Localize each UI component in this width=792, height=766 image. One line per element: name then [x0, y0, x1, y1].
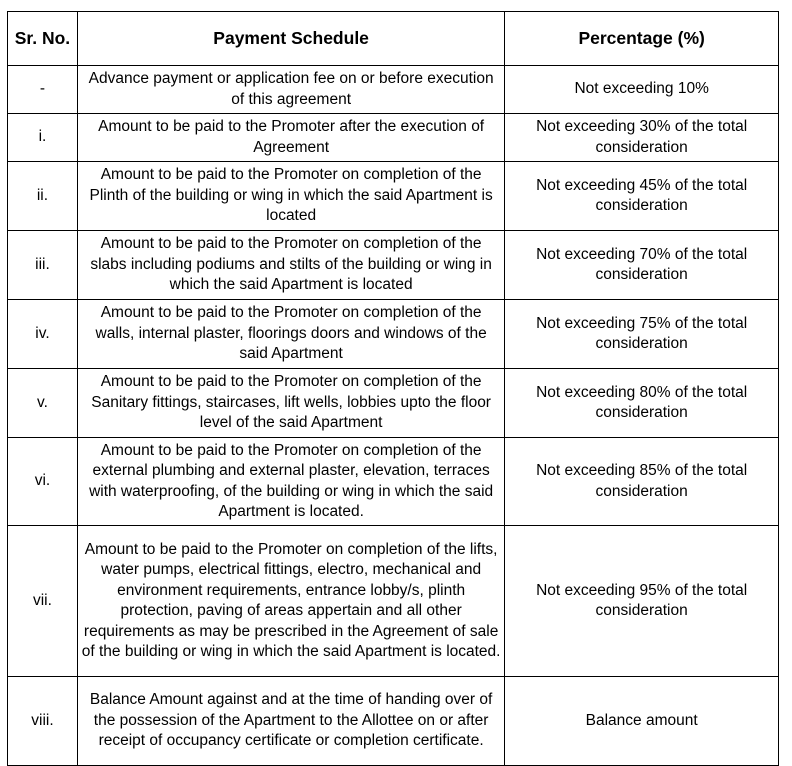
payment-schedule-table: [7, 11, 779, 766]
header-sr-no: Sr. No.: [8, 12, 78, 66]
cell-sr-no: v.: [8, 369, 78, 438]
cell-percentage: Not exceeding 95% of the total consideration: [505, 526, 779, 677]
cell-sr-no: iii.: [8, 231, 78, 300]
table-row: [8, 66, 779, 114]
table-row: [8, 114, 779, 162]
header-payment-schedule: Payment Schedule: [77, 12, 504, 66]
table-row: [8, 526, 779, 677]
cell-schedule: Balance Amount against and at the time of handing over of the possession of the Apartment to the Allottee on or after receipt of occupancy certificate or completion certificate.: [77, 677, 504, 766]
table-row: [8, 231, 779, 300]
cell-schedule: Amount to be paid to the Promoter on completion of the external plumbing and external plaster, elevation, terraces with waterproofing, of the building or wing in which the said Apartment is located.: [77, 438, 504, 526]
table-row: [8, 438, 779, 526]
cell-sr-no: -: [8, 66, 78, 114]
cell-schedule: Amount to be paid to the Promoter on completion of the Sanitary fittings, staircases, lift wells, lobbies upto the floor level of the said Apartment: [77, 369, 504, 438]
cell-schedule: Amount to be paid to the Promoter after the execution of Agreement: [77, 114, 504, 162]
cell-percentage: Not exceeding 75% of the total consideration: [505, 300, 779, 369]
header-percentage: Percentage (%): [505, 12, 779, 66]
cell-sr-no: vi.: [8, 438, 78, 526]
cell-sr-no: ii.: [8, 162, 78, 231]
cell-percentage: Not exceeding 45% of the total consideration: [505, 162, 779, 231]
cell-schedule: Amount to be paid to the Promoter on completion of the Plinth of the building or wing in which the said Apartment is located: [77, 162, 504, 231]
cell-sr-no: iv.: [8, 300, 78, 369]
cell-percentage: Not exceeding 85% of the total consideration: [505, 438, 779, 526]
cell-percentage: Balance amount: [505, 677, 779, 766]
cell-schedule: Advance payment or application fee on or before execution of this agreement: [77, 66, 504, 114]
cell-percentage: Not exceeding 70% of the total consideration: [505, 231, 779, 300]
cell-schedule: Amount to be paid to the Promoter on completion of the lifts, water pumps, electrical fittings, electro, mechanical and environment requirements, entrance lobby/s, plinth protection, paving of areas appertain and all other requirements as may be prescribed in the Agreement of sale of the building or wing in which the said Apartment is located.: [77, 526, 504, 677]
cell-percentage: Not exceeding 80% of the total consideration: [505, 369, 779, 438]
cell-sr-no: i.: [8, 114, 78, 162]
table-row: [8, 369, 779, 438]
cell-percentage: Not exceeding 30% of the total consideration: [505, 114, 779, 162]
table-row: [8, 300, 779, 369]
cell-sr-no: vii.: [8, 526, 78, 677]
cell-schedule: Amount to be paid to the Promoter on completion of the walls, internal plaster, floorings doors and windows of the said Apartment: [77, 300, 504, 369]
cell-percentage: Not exceeding 10%: [505, 66, 779, 114]
header-row: [8, 12, 779, 66]
table-row: [8, 677, 779, 766]
cell-sr-no: viii.: [8, 677, 78, 766]
table-row: [8, 162, 779, 231]
cell-schedule: Amount to be paid to the Promoter on completion of the slabs including podiums and stilts of the building or wing in which the said Apartment is located: [77, 231, 504, 300]
